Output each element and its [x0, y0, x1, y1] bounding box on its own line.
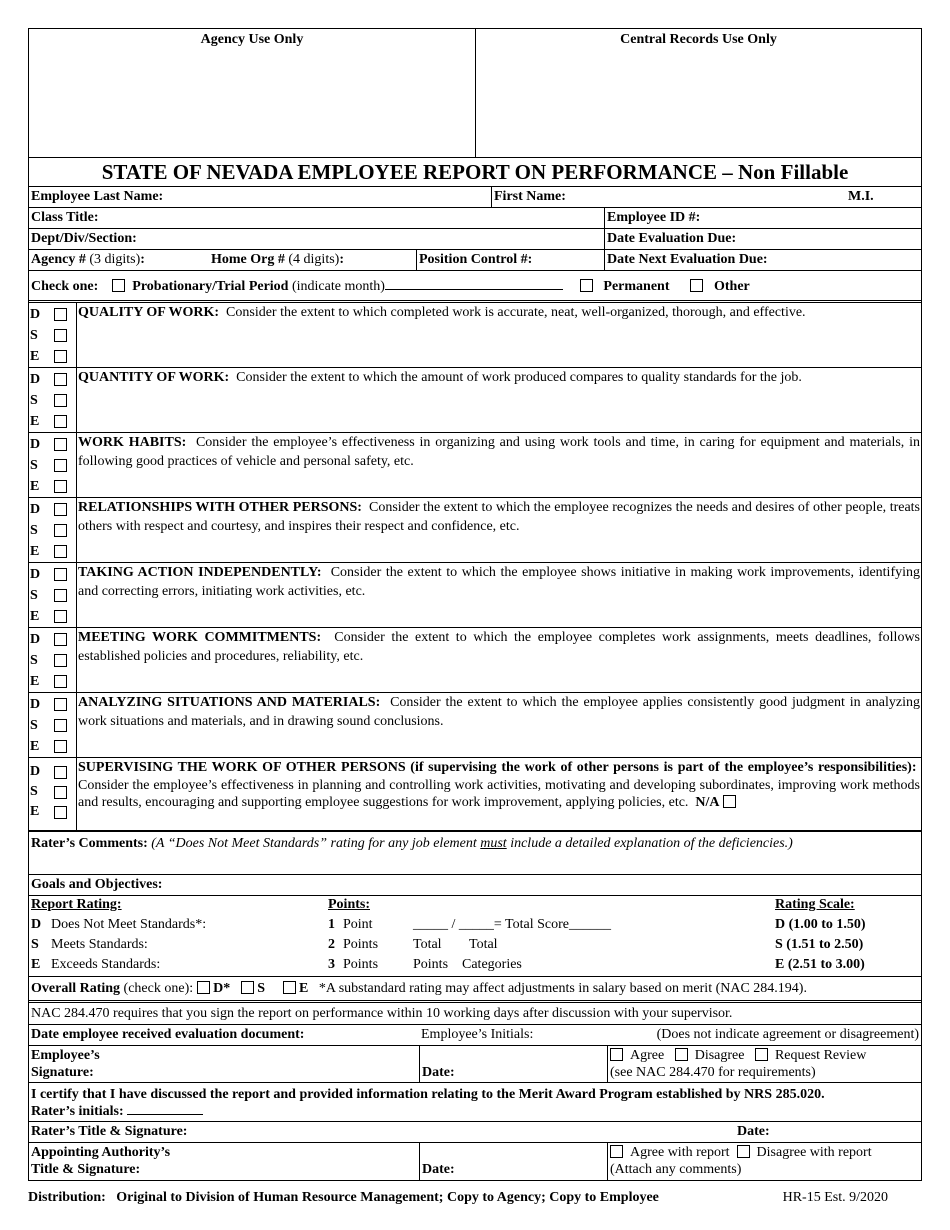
- check-one-row: [29, 271, 921, 303]
- agency-number-field[interactable]: Agency # (3 digits):: [31, 252, 145, 267]
- criterion-d-checkbox[interactable]: [54, 633, 67, 646]
- dse-boxes: [29, 368, 76, 432]
- raters-comments-must: must: [480, 836, 507, 851]
- criterion-description: Consider the extent to which the employee shows initiative in making work improvements, identifying and correcting errors, initiating work activities, etc.: [78, 565, 921, 599]
- appointing-line1: Appointing Authority’s: [31, 1145, 171, 1160]
- raters-signature-field[interactable]: Rater’s Title & Signature:: [31, 1124, 188, 1139]
- criterion-e-checkbox[interactable]: [54, 610, 67, 623]
- criterion-e-checkbox[interactable]: [54, 480, 67, 493]
- request-review-label: Request Review: [774, 1048, 867, 1063]
- d-letter: D: [30, 306, 41, 322]
- nac-note: NAC 284.470 requires that you sign the report on performance within 10 working days after discussion with your supervisor.: [31, 1006, 733, 1021]
- criteria-list: [29, 303, 921, 758]
- raters-comments-label: Rater’s Comments:: [31, 836, 148, 851]
- criterion-text: [76, 303, 921, 367]
- rating-scale-entry: S (1.51 to 2.50): [775, 937, 864, 952]
- supervising-e-checkbox[interactable]: [54, 806, 67, 819]
- appointing-response-options: [607, 1143, 921, 1180]
- na-label: N/A: [695, 795, 720, 810]
- raters-initials-blank[interactable]: [127, 1114, 203, 1115]
- criterion-text: [76, 628, 921, 692]
- points-unit: Points: [343, 957, 379, 972]
- dse-boxes: [29, 433, 76, 497]
- employee-signature-row: [29, 1046, 921, 1083]
- criterion-e-checkbox[interactable]: [54, 740, 67, 753]
- criterion-s-checkbox[interactable]: [54, 524, 67, 537]
- rating-scale-entry: E (2.51 to 3.00): [775, 957, 865, 972]
- criterion-description: Consider the extent to which the amount of work produced compares to quality standards for the job.: [236, 370, 802, 385]
- total-categories-label: Total: [469, 937, 498, 952]
- received-row: [29, 1025, 921, 1046]
- total-score-formula[interactable]: _____ / _____= Total Score______: [413, 917, 611, 932]
- employee-last-name-field[interactable]: Employee Last Name:: [31, 189, 164, 204]
- dse-boxes: [29, 303, 76, 367]
- rater-date-field[interactable]: Date:: [737, 1124, 770, 1139]
- criterion-row: [29, 693, 921, 758]
- criterion-e-checkbox[interactable]: [54, 675, 67, 688]
- s-letter: S: [30, 392, 38, 408]
- e-letter: E: [30, 478, 40, 494]
- disagree-with-report-checkbox[interactable]: [737, 1145, 750, 1158]
- appointing-authority-row: [29, 1143, 921, 1181]
- d-letter: D: [30, 566, 41, 582]
- points-unit: Points: [343, 937, 379, 952]
- criterion-row: [29, 433, 921, 498]
- dse-boxes: [29, 758, 76, 830]
- dept-div-section-field[interactable]: Dept/Div/Section:: [31, 231, 137, 246]
- position-control-field[interactable]: Position Control #:: [416, 250, 604, 270]
- criterion-s-checkbox[interactable]: [54, 719, 67, 732]
- total-points-label: Total: [413, 937, 442, 952]
- appointing-date-field[interactable]: Date:: [419, 1143, 607, 1180]
- criterion-d-checkbox[interactable]: [54, 308, 67, 321]
- raters-comments-note-pre: (A “Does Not Meet Standards” rating for any job element: [151, 836, 477, 851]
- criterion-heading: TAKING ACTION INDEPENDENTLY:: [78, 565, 322, 580]
- employee-signature-field[interactable]: [29, 1046, 419, 1082]
- goals-label: Goals and Objectives:: [31, 877, 163, 892]
- s-letter: S: [30, 784, 38, 799]
- probationary-checkbox[interactable]: [112, 279, 125, 292]
- points-number: 1: [328, 917, 335, 932]
- nac-note-row: [29, 1003, 921, 1025]
- disagree-checkbox[interactable]: [675, 1048, 688, 1061]
- criterion-row: [29, 303, 921, 368]
- points-title: Points:: [328, 897, 370, 912]
- date-next-evaluation-field[interactable]: Date Next Evaluation Due:: [604, 250, 921, 270]
- probationary-label: Probationary/Trial Period: [132, 279, 289, 294]
- date-received-field[interactable]: Date employee received evaluation document:: [31, 1027, 305, 1042]
- s-letter: S: [30, 717, 38, 733]
- employee-date-field[interactable]: Date:: [419, 1046, 607, 1082]
- points-number: 3: [328, 957, 335, 972]
- agree-label: Agree: [630, 1048, 665, 1063]
- agency-number-label: Agency #: [31, 252, 86, 267]
- overall-e-label: E: [299, 981, 309, 996]
- agency-row: [29, 250, 921, 271]
- probationary-hint: (indicate month): [291, 279, 385, 294]
- overall-rating-note: *A substandard rating may affect adjustments in salary based on merit (NAC 284.194).: [318, 981, 807, 996]
- agency-use-only: Agency Use Only: [200, 32, 304, 47]
- agree-with-report-checkbox[interactable]: [610, 1145, 623, 1158]
- rating-letter: E: [31, 957, 41, 972]
- distribution-text: Original to Division of Human Resource Management; Copy to Agency; Copy to Employee: [116, 1190, 659, 1205]
- probationary-month-blank[interactable]: [385, 289, 563, 290]
- central-records-use-only: Central Records Use Only: [475, 29, 921, 157]
- e-letter: E: [30, 804, 40, 819]
- s-letter: S: [30, 587, 38, 603]
- appointing-signature-field[interactable]: [29, 1143, 419, 1180]
- points-number: 2: [328, 937, 335, 952]
- mi-field[interactable]: M.I.: [848, 189, 874, 204]
- d-letter: D: [30, 764, 41, 779]
- form-outline: [28, 28, 922, 1181]
- criterion-e-checkbox[interactable]: [54, 350, 67, 363]
- criterion-s-checkbox[interactable]: [54, 394, 67, 407]
- raters-comments-note-post: include a detailed explanation of the deficiencies.): [510, 836, 793, 851]
- s-letter: S: [30, 327, 38, 343]
- rater-signature-row: [29, 1122, 921, 1143]
- criterion-d-checkbox[interactable]: [54, 373, 67, 386]
- criterion-supervising: [29, 758, 921, 831]
- criterion-d-checkbox[interactable]: [54, 698, 67, 711]
- agree-checkbox[interactable]: [610, 1048, 623, 1061]
- request-review-checkbox[interactable]: [755, 1048, 768, 1061]
- agreement-disclaimer: (Does not indicate agreement or disagreement): [656, 1027, 919, 1042]
- criterion-s-checkbox[interactable]: [54, 589, 67, 602]
- overall-s-label: S: [257, 981, 266, 996]
- goals-row[interactable]: [29, 875, 921, 896]
- criterion-row: [29, 368, 921, 433]
- dse-boxes: [29, 628, 76, 692]
- distribution-footer: [28, 1190, 922, 1206]
- categories-sub-label: Categories: [462, 957, 522, 972]
- s-letter: S: [30, 522, 38, 538]
- disagree-with-report-label: Disagree with report: [756, 1145, 872, 1160]
- rating-letter: D: [31, 917, 42, 932]
- form-title: STATE OF NEVADA EMPLOYEE REPORT ON PERFORMANCE – Non Fillable: [29, 158, 921, 187]
- employee-signature-line1: Employee’s: [31, 1048, 100, 1063]
- overall-s-checkbox[interactable]: [241, 981, 254, 994]
- criterion-description: Consider the employee’s effectiveness in organizing and using work tools and time, in caring for equipment and materials, in following good practices of vehicle and personal safety, etc.: [78, 435, 921, 469]
- agree-with-report-label: Agree with report: [630, 1145, 730, 1160]
- permanent-label: Permanent: [603, 279, 670, 294]
- d-letter: D: [30, 501, 41, 517]
- certify-row: [29, 1083, 921, 1122]
- report-rating-section: [29, 896, 921, 977]
- e-letter: E: [30, 608, 40, 624]
- form-id: HR-15 Est. 9/2020: [782, 1190, 888, 1205]
- criterion-description: Consider the extent to which the employee recognizes the needs and desires of other people, treats others with respect and courtesy, and inspires their respect and confidence, etc.: [78, 500, 921, 534]
- rating-label: Meets Standards:: [51, 937, 148, 952]
- criterion-s-checkbox[interactable]: [54, 654, 67, 667]
- nac-requirements-note: (see NAC 284.470 for requirements): [610, 1065, 816, 1080]
- dept-row: [29, 229, 921, 250]
- permanent-checkbox[interactable]: [580, 279, 593, 292]
- dse-boxes: [29, 498, 76, 562]
- supervising-text: [76, 758, 921, 830]
- rating-scale-title: Rating Scale:: [775, 897, 855, 912]
- criterion-description: Consider the extent to which the employee applies consistently good judgment in analyzing work situations and materials, and in drawing sound conclusions.: [78, 695, 920, 729]
- rating-letter: S: [31, 937, 39, 952]
- criterion-row: [29, 498, 921, 563]
- disagree-label: Disagree: [694, 1048, 745, 1063]
- criterion-text: [76, 563, 921, 627]
- raters-comments-row[interactable]: [29, 831, 921, 875]
- rating-label: Exceeds Standards:: [51, 957, 161, 972]
- employee-signature-line2: Signature:: [31, 1065, 94, 1080]
- points-unit: Point: [343, 917, 373, 932]
- criterion-description: Consider the extent to which completed work is accurate, neat, well-organized, thorough, and effective.: [226, 305, 806, 320]
- agency-number-hint: (3 digits): [89, 252, 141, 267]
- criterion-s-checkbox[interactable]: [54, 459, 67, 472]
- e-letter: E: [30, 543, 40, 559]
- criterion-d-checkbox[interactable]: [54, 503, 67, 516]
- criterion-text: [76, 498, 921, 562]
- home-org-field[interactable]: Home Org # (4 digits):: [211, 252, 344, 267]
- d-letter: D: [30, 696, 41, 712]
- e-letter: E: [30, 673, 40, 689]
- criterion-description: Consider the extent to which the employee completes work assignments, meets deadlines, follows established policies and procedures, reliability, etc.: [78, 630, 920, 664]
- overall-rating-label: Overall Rating: [31, 981, 121, 996]
- criterion-row: [29, 628, 921, 693]
- overall-d-checkbox[interactable]: [197, 981, 210, 994]
- supervising-s-checkbox[interactable]: [54, 786, 67, 799]
- overall-e-checkbox[interactable]: [283, 981, 296, 994]
- employee-response-options: [607, 1046, 921, 1082]
- appointing-line2: Title & Signature:: [31, 1162, 141, 1177]
- employee-initials-field[interactable]: Employee’s Initials:: [421, 1027, 534, 1042]
- name-row: [29, 187, 921, 208]
- d-letter: D: [30, 436, 41, 452]
- criterion-d-checkbox[interactable]: [54, 438, 67, 451]
- criterion-d-checkbox[interactable]: [54, 568, 67, 581]
- home-org-hint: (4 digits): [288, 252, 340, 267]
- criterion-text: [76, 368, 921, 432]
- criterion-row: [29, 563, 921, 628]
- dse-boxes: [29, 693, 76, 757]
- use-only-area: [29, 29, 921, 158]
- na-checkbox[interactable]: [723, 795, 736, 808]
- d-letter: D: [30, 371, 41, 387]
- d-letter: D: [30, 631, 41, 647]
- class-title-field[interactable]: Class Title:: [31, 210, 99, 225]
- criterion-text: [76, 433, 921, 497]
- criterion-e-checkbox[interactable]: [54, 415, 67, 428]
- certify-text: I certify that I have discussed the report and provided information relating to the Merit Award Program established by NRS 285.020.: [31, 1087, 825, 1102]
- criterion-heading: RELATIONSHIPS WITH OTHER PERSONS:: [78, 500, 362, 515]
- supervising-description: Consider the employee’s effectiveness in planning and controlling work activities, motivating and developing subordinates, improving work methods and results, encouraging and supporting employee suggestions for work improvement, applying policies, etc.: [78, 777, 920, 810]
- overall-d-label: D*: [213, 981, 231, 996]
- overall-rating-row: [29, 977, 921, 1003]
- criterion-heading: ANALYZING SITUATIONS AND MATERIALS:: [78, 695, 381, 710]
- first-name-field[interactable]: First Name:: [491, 187, 846, 207]
- home-org-label: Home Org #: [211, 252, 285, 267]
- date-evaluation-due-field[interactable]: Date Evaluation Due:: [604, 229, 921, 249]
- check-one-label: Check one:: [31, 279, 99, 294]
- distribution-label: Distribution:: [28, 1190, 106, 1205]
- raters-initials-label: Rater’s initials:: [31, 1104, 124, 1119]
- supervising-heading: SUPERVISING THE WORK OF OTHER PERSONS (if supervising the work of other persons is part of the employee’s responsibilities):: [78, 760, 917, 775]
- rating-label: Does Not Meet Standards*:: [51, 917, 207, 932]
- criterion-e-checkbox[interactable]: [54, 545, 67, 558]
- employee-id-field[interactable]: Employee ID #:: [604, 208, 921, 228]
- rating-scale-entry: D (1.00 to 1.50): [775, 917, 866, 932]
- other-label: Other: [713, 279, 750, 294]
- s-letter: S: [30, 457, 38, 473]
- e-letter: E: [30, 413, 40, 429]
- criterion-heading: QUALITY OF WORK:: [78, 305, 220, 320]
- criterion-heading: WORK HABITS:: [78, 435, 187, 450]
- dse-boxes: [29, 563, 76, 627]
- e-letter: E: [30, 348, 40, 364]
- attach-comments-note: (Attach any comments): [610, 1162, 742, 1177]
- criterion-heading: MEETING WORK COMMITMENTS:: [78, 630, 322, 645]
- criterion-text: [76, 693, 921, 757]
- report-rating-title: Report Rating:: [31, 897, 122, 912]
- class-title-row: [29, 208, 921, 229]
- criterion-s-checkbox[interactable]: [54, 329, 67, 342]
- supervising-d-checkbox[interactable]: [54, 766, 67, 779]
- other-checkbox[interactable]: [690, 279, 703, 292]
- criterion-heading: QUANTITY OF WORK:: [78, 370, 230, 385]
- e-letter: E: [30, 738, 40, 754]
- points-sub-label: Points: [413, 957, 449, 972]
- overall-rating-hint: (check one):: [123, 981, 194, 996]
- s-letter: S: [30, 652, 38, 668]
- performance-report-form: [28, 28, 922, 1181]
